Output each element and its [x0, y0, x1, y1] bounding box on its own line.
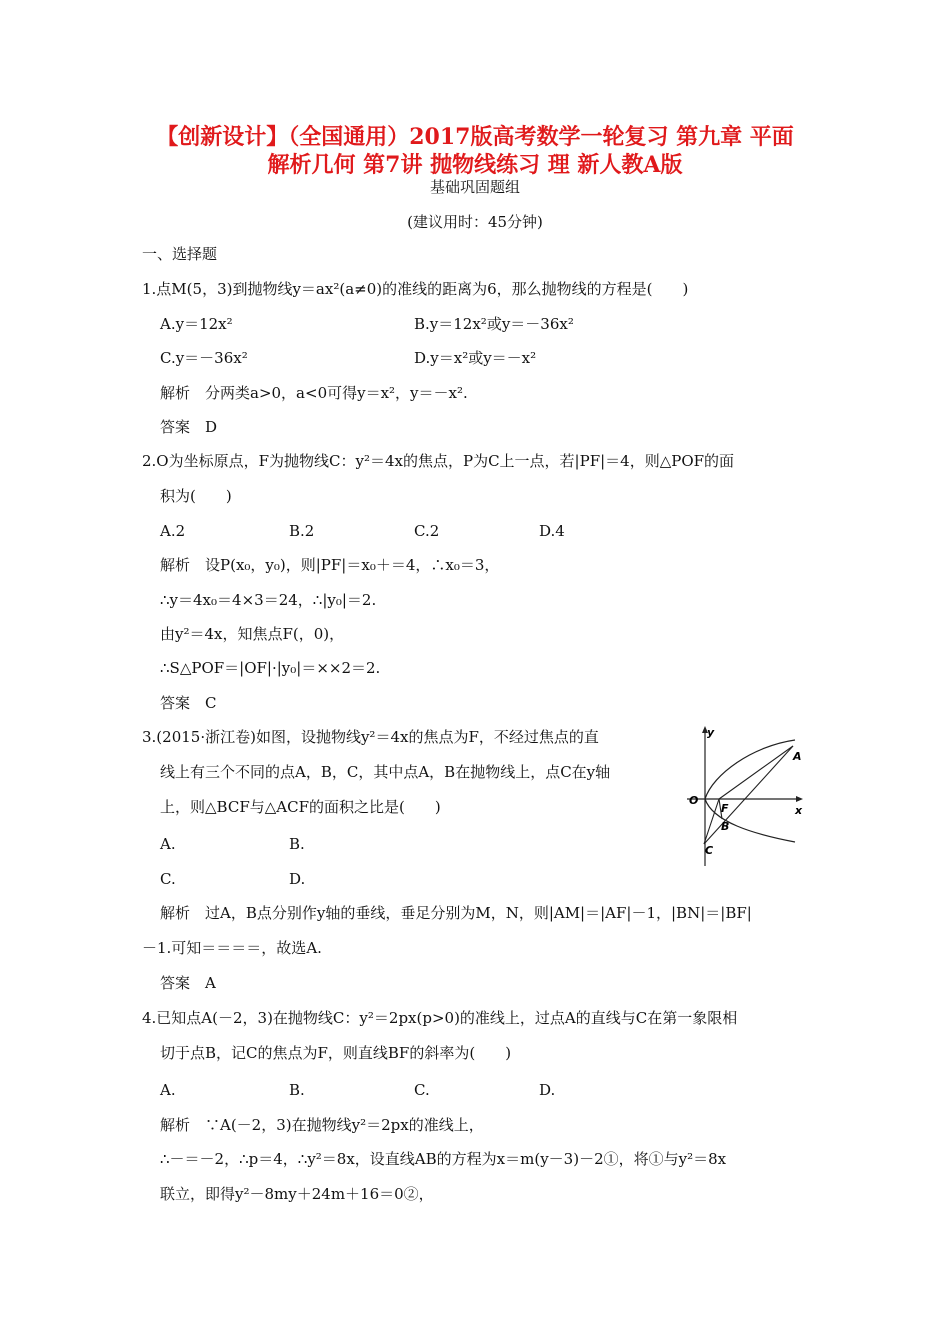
q2-option-a: A.2: [160, 522, 186, 540]
segment-af: [719, 746, 793, 799]
q2-option-c: C.2: [414, 522, 440, 540]
q2-answer: 答案 C: [160, 694, 217, 712]
q2-stem-line1: 2.O为坐标原点，F为抛物线C：y²＝4x的焦点，P为C上一点，若|PF|＝4，则△POF的面: [142, 452, 735, 470]
q4-option-d: D.: [539, 1081, 556, 1099]
label-y: y: [707, 726, 715, 739]
q3-option-a: A.: [160, 835, 176, 853]
q3-answer: 答案 A: [160, 974, 216, 992]
q3-option-d: D.: [289, 870, 306, 888]
q3-analysis-line1: 解析 过A，B点分别作y轴的垂线，垂足分别为M，N，则|AM|＝|AF|－1，|BN|＝|BF|: [160, 904, 752, 922]
q1-option-a: A.y＝12x²: [160, 315, 233, 333]
q3-stem-line2: 线上有三个不同的点A，B，C，其中点A，B在抛物线上，点C在y轴: [160, 763, 611, 781]
label-a: A: [793, 750, 802, 763]
label-c: C: [705, 844, 714, 857]
q1-option-c: C.y＝－36x²: [160, 349, 248, 367]
q2-analysis-line1: 解析 设P(x₀，y₀)，则|PF|＝x₀＋＝4，∴x₀＝3，: [160, 556, 500, 574]
q4-stem-line2: 切于点B，记C的焦点为F，则直线BF的斜率为( ): [160, 1044, 512, 1062]
q2-option-b: B.2: [289, 522, 315, 540]
doc-title-line1: 【创新设计】（全国通用）2017版高考数学一轮复习 第九章 平面: [156, 124, 794, 150]
q2-analysis-line2: ∴y＝4x₀＝4×3＝24，∴|y₀|＝2.: [160, 591, 377, 609]
q3-stem-line1: 3.(2015·浙江卷)如图，设抛物线y²＝4x的焦点为F，不经过焦点的直: [142, 728, 599, 746]
q4-stem-line1: 4.已知点A(－2，3)在抛物线C：y²＝2px(p>0)的准线上，过点A的直线与C在第一象限相: [142, 1009, 738, 1027]
q3-analysis-line2: －1.可知＝＝＝＝，故选A.: [142, 939, 322, 957]
q1-option-b: B.y＝12x²或y＝－36x²: [414, 315, 574, 333]
label-f: F: [721, 802, 729, 815]
q4-option-c: C.: [414, 1081, 430, 1099]
label-b: B: [721, 820, 730, 833]
x-axis-arrow: [796, 796, 803, 802]
q1-answer: 答案 D: [160, 418, 218, 436]
q2-analysis-line4: ∴S△POF＝|OF|·|y₀|＝××2＝2.: [160, 659, 381, 677]
q2-analysis-line3: 由y²＝4x，知焦点F(，0)，: [160, 625, 345, 643]
parabola-figure: [683, 724, 811, 866]
q1-analysis: 解析 分两类a>0，a<0可得y＝x²，y＝－x².: [160, 384, 468, 402]
q4-option-a: A.: [160, 1081, 176, 1099]
q1-option-d: D.y＝x²或y＝－x²: [414, 349, 537, 367]
parabola-curve: [705, 740, 795, 842]
q4-analysis-line1: 解析 ∵A(－2，3)在抛物线y²＝2px的准线上，: [160, 1116, 484, 1134]
time-note: (建议用时：45分钟): [407, 213, 543, 231]
q3-stem-line3: 上，则△BCF与△ACF的面积之比是( ): [160, 798, 441, 816]
segment-cf: [704, 799, 719, 844]
q4-option-b: B.: [289, 1081, 305, 1099]
label-x: x: [795, 804, 803, 817]
q3-option-c: C.: [160, 870, 176, 888]
q3-option-b: B.: [289, 835, 305, 853]
subtitle: 基础巩固题组: [429, 178, 520, 196]
q4-analysis-line3: 联立，即得y²－8my＋24m＋16＝0②，: [160, 1185, 434, 1203]
q2-option-d: D.4: [539, 522, 565, 540]
q2-stem-line2: 积为( ): [160, 487, 232, 505]
label-o: O: [689, 794, 699, 807]
section-heading: 一、选择题: [142, 245, 218, 263]
q1-stem: 1.点M(5，3)到抛物线y＝ax²(a≠0)的准线的距离为6，那么抛物线的方程是( ): [142, 280, 689, 298]
q4-analysis-line2: ∴－＝－2，∴p＝4，∴y²＝8x，设直线AB的方程为x＝m(y－3)－2①，将①与y²＝8x: [160, 1150, 727, 1168]
line-abc: [704, 746, 793, 844]
doc-title-line2: 解析几何 第7讲 抛物线练习 理 新人教A版: [267, 152, 683, 178]
